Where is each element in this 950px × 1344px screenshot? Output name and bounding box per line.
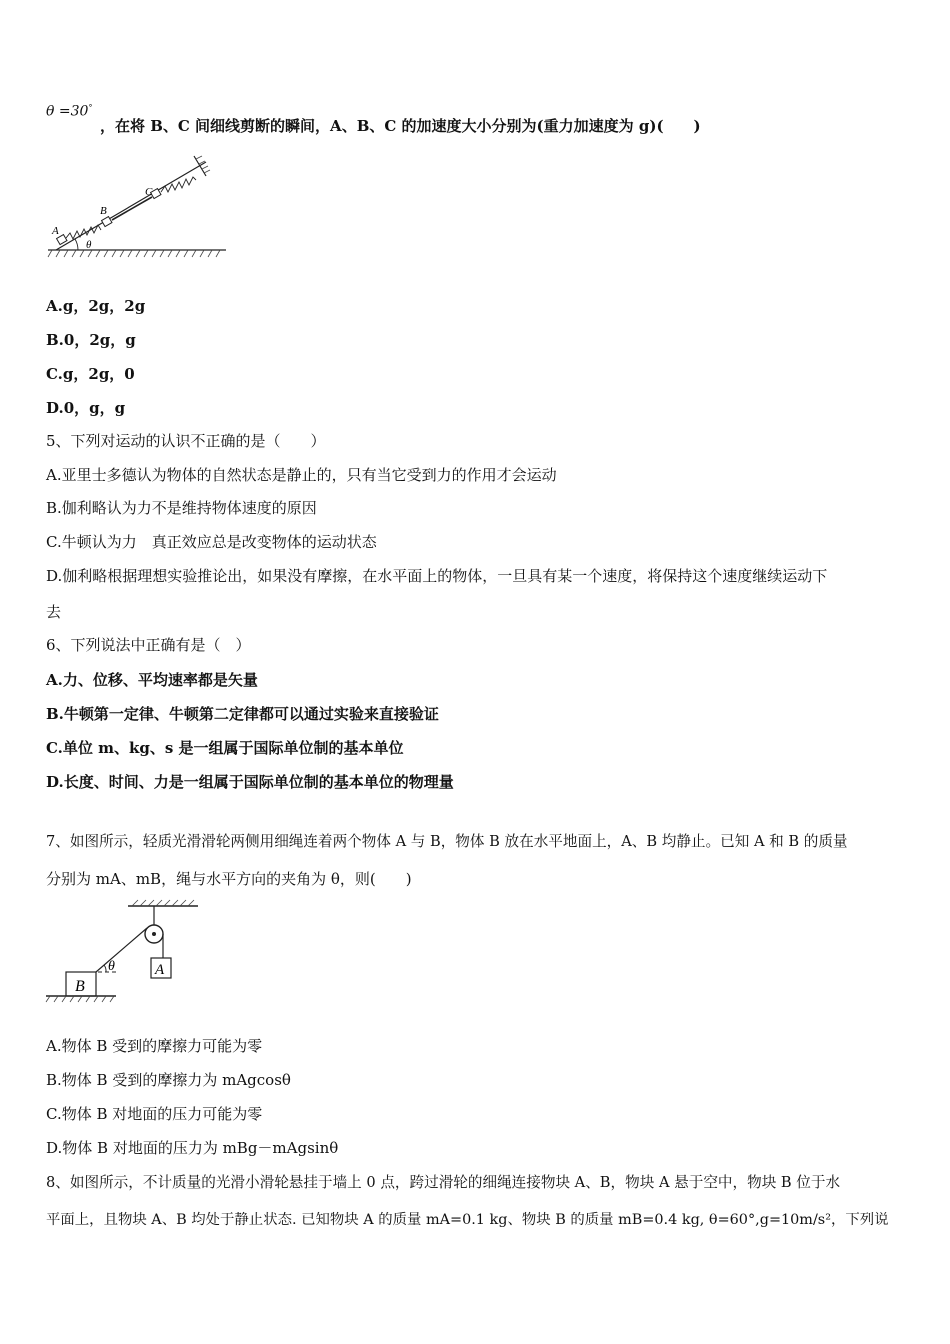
label-b: B [100, 205, 107, 217]
q7-figure-pulley [44, 896, 204, 1008]
theta-value: θ =30° [46, 103, 93, 120]
q6-option-c[interactable]: C.单位 m、kg、s 是一组属于国际单位制的基本单位 [46, 739, 404, 757]
q4-figure-incline [46, 150, 231, 262]
label-theta: θ [86, 239, 92, 251]
q4-option-a[interactable]: A.g，2g，2g [46, 297, 146, 315]
q6-stem: 6、下列说法中正确有是（ ） [46, 636, 251, 654]
q7-option-d[interactable]: D.物体 B 对地面的压力为 mBg－mAgsinθ [46, 1139, 339, 1157]
q5-option-d-cont: 去 [46, 603, 62, 621]
q5-stem: 5、下列对运动的认识不正确的是（ ） [46, 432, 326, 450]
q7-stem-line1: 7、如图所示，轻质光滑滑轮两侧用细绳连着两个物体 A 与 B，物体 B 放在水平地面上，A、B 均静止。已知 A 和 B 的质量 [46, 833, 848, 850]
q5-option-c[interactable]: C.牛顿认为力 真正效应总是改变物体的运动状态 [46, 533, 377, 551]
label-a: A [52, 225, 59, 237]
q5-option-d[interactable]: D.伽利略根据理想实验推论出，如果没有摩擦，在水平面上的物体，一旦具有某一个速度，将保持这个速度继续运动下 [46, 567, 828, 585]
q4-option-d[interactable]: D.0，g，g [46, 399, 126, 417]
q5-option-a[interactable]: A.亚里士多德认为物体的自然状态是静止的，只有当它受到力的作用才会运动 [46, 466, 557, 484]
q8-stem-line2: 平面上，且物块 A、B 均处于静止状态. 已知物块 A 的质量 mA=0.1 kg、物块 B 的质量 mB=0.4 kg, θ=60°,g=10m/s²，下列说 [46, 1212, 889, 1228]
q7-option-c[interactable]: C.物体 B 对地面的压力可能为零 [46, 1105, 263, 1123]
q4-option-b[interactable]: B.0，2g，g [46, 331, 136, 349]
q6-option-d[interactable]: D.长度、时间、力是一组属于国际单位制的基本单位的物理量 [46, 773, 454, 791]
label-a: A [155, 962, 165, 978]
label-c: C [145, 186, 153, 198]
q4-stem: ，在将 B、C 间细线剪断的瞬间，A、B、C 的加速度大小分别为(重力加速度为 g)( ) [100, 117, 701, 135]
q7-stem-line2: 分别为 mA、mB，绳与水平方向的夹角为 θ，则( ) [46, 870, 412, 888]
q5-option-b[interactable]: B.伽利略认为力不是维持物体速度的原因 [46, 499, 317, 517]
q6-option-a[interactable]: A.力、位移、平均速率都是矢量 [46, 671, 258, 689]
q8-stem-line1: 8、如图所示，不计质量的光滑小滑轮悬挂于墙上 0 点，跨过滑轮的细绳连接物块 A、B，物块 A 悬于空中，物块 B 位于水 [46, 1174, 841, 1191]
q7-option-a[interactable]: A.物体 B 受到的摩擦力可能为零 [46, 1037, 263, 1055]
label-b: B [75, 978, 85, 995]
q4-option-c[interactable]: C.g，2g，0 [46, 365, 135, 383]
q6-option-b[interactable]: B.牛顿第一定律、牛顿第二定律都可以通过实验来直接验证 [46, 705, 439, 723]
q7-option-b[interactable]: B.物体 B 受到的摩擦力为 mAgcosθ [46, 1071, 291, 1089]
label-theta: θ [108, 959, 115, 974]
